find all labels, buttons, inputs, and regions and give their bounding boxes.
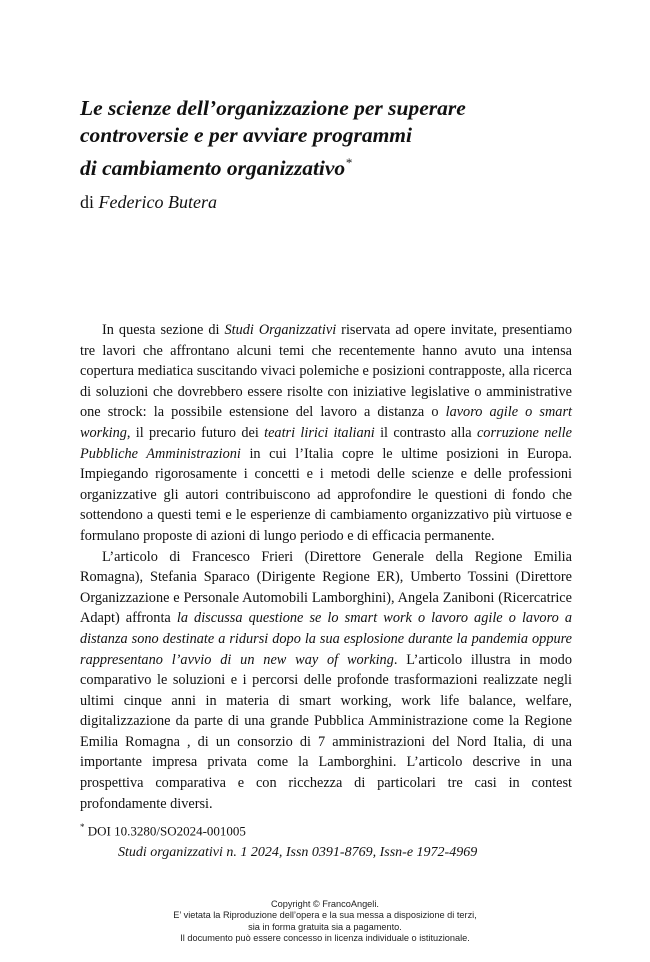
italic-text: teatri lirici italiani <box>264 424 375 441</box>
copyright-line: sia in forma gratuita sia a pagamento. <box>248 921 402 932</box>
text-run: il contrasto alla <box>374 424 477 441</box>
title-line-text: di cambiamento organizzativo <box>80 156 346 181</box>
text-run: , il precario futuro dei <box>126 424 265 441</box>
title-line: Le scienze dell’organizzazione per superare <box>80 96 466 120</box>
text-run: In questa sezione di <box>102 322 225 338</box>
journal-info: Studi organizzativi n. 1 2024, Issn 0391-8769, Issn-e 1972-4969 <box>118 845 478 860</box>
article-body <box>80 320 572 814</box>
text-run: L’articolo di Francesco Frieri (Direttore Generale della Regione Emilia Romagna), Stefania Sparaco (Dirigente Regione ER), Umberto Tossini (Direttore Organizzazione e Personale Automobili Lamborghini), Angela Zaniboni (Ricercatrice Adapt) affronta <box>80 548 572 627</box>
copyright-notice <box>0 899 650 945</box>
footnote-mark: * <box>80 822 85 832</box>
byline <box>80 192 217 213</box>
byline-prefix: di <box>80 192 95 212</box>
italic-text: la discussa questione se lo smart work o lavoro agile o lavoro a distanza sono destinate a ridursi dopo la sua esplosione durante la pandemia oppure rappresentano l’avvio di un new way of working <box>80 610 572 668</box>
text-run: . L’articolo illustra in modo comparativo le soluzioni e i percorsi delle profonde trasformazioni realizzate negli ultimi cinque anni in materia di smart working, work life balance, welfare, digitalizzazione da parte di una grande Pubblica Amministrazione come la Regione Emilia Romagna , di un consorzio di 7 amministrazioni del Nord Italia, di una importante impresa privata come la Lamborghini. L’articolo descrive in una prospettiva comparativa e con ricchezza di particolari tre casi in contest profondamente diversi. <box>80 651 572 812</box>
footnote-marker[interactable]: * <box>345 155 352 170</box>
italic-text: corruzione nelle Pubbliche Amministrazioni <box>80 424 572 462</box>
italic-text: lavoro agile o smart working <box>80 404 572 441</box>
title-line <box>80 149 600 182</box>
text-run: in cui l’Italia copre le ultime posizioni in Europa. Impiegando rigorosamente i concetti e i metodi delle scienze e delle professioni organizzative gli autori contribuiscono ad approfondire le questioni di fondo che sottendono a questi temi e le esperienze di cambiamento organizzativo più virtuose e formulano proposte di azioni di lungo periodo e di efficacia permanente. <box>80 445 572 544</box>
body-paragraph <box>80 320 572 547</box>
author-name: Federico Butera <box>98 192 217 212</box>
doi-text: DOI 10.3280/SO2024-001005 <box>84 823 246 839</box>
italic-text: Studi Organizzativi <box>224 322 337 338</box>
copyright-line: Copyright © FrancoAngeli. <box>271 899 379 909</box>
copyright-line: Il documento può essere concesso in licenza individuale o istituzionale. <box>180 933 470 944</box>
article-title <box>80 95 600 182</box>
footnote <box>80 822 246 839</box>
title-line: controversie e per avviare programmi <box>80 123 413 147</box>
copyright-line: E’ vietata la Riproduzione dell’opera e la sua messa a disposizione di terzi, <box>173 910 477 921</box>
body-paragraph <box>80 547 572 815</box>
text-run: riservata ad opere invitate, presentiamo tre lavori che affrontano alcuni temi che recentemente hanno avuto una intensa copertura mediatica suscitando vivaci polemiche e posizioni contrapposte, alla ricerca di soluzioni che dovrebbero essere risolte con iniziative legislative o amministrative one strock: la possibile estensione del lavoro a distanza o <box>80 322 572 421</box>
